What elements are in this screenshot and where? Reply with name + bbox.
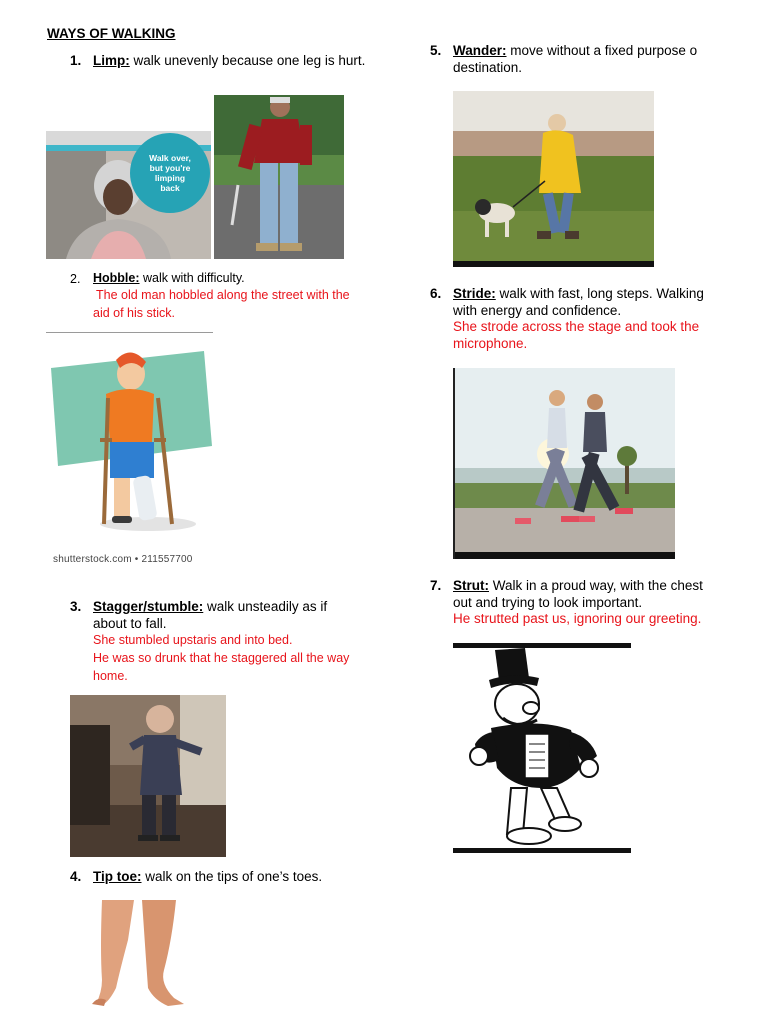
strut-illustration	[453, 648, 631, 848]
item-tiptoe	[93, 869, 363, 886]
bottom-border	[453, 848, 631, 853]
term-label: Stride:	[453, 286, 496, 301]
limp-photo-man	[214, 95, 344, 259]
example-sentence: She stumbled upstaris and into bed.	[93, 633, 293, 647]
stride-photo	[453, 368, 675, 559]
hobble-illustration	[46, 346, 216, 541]
item-strut	[453, 578, 725, 611]
image-text-line: Walk over,	[149, 153, 191, 163]
item-number: 7.	[430, 578, 442, 593]
item-stagger	[93, 599, 363, 632]
term-label: Wander:	[453, 43, 507, 58]
definition-text: walk on the tips of one’s toes.	[141, 869, 323, 884]
item-number: 2.	[70, 272, 81, 286]
item-number: 1.	[70, 53, 82, 68]
definition-text: move without a fixed purpose o destination.	[453, 43, 698, 75]
item-number: 5.	[430, 43, 442, 58]
example-sentence: He was so drunk that he staggered all the way home.	[93, 651, 350, 683]
page-title: WAYS OF WALKING	[47, 26, 176, 41]
item-wander	[453, 43, 721, 76]
wander-photo	[453, 91, 654, 267]
term-label: Limp:	[93, 53, 130, 68]
example-sentence: The old man hobbled along the street with the aid of his stick.	[93, 288, 350, 320]
definition-text: walk with fast, long steps. Walking with energy and confidence.	[453, 286, 704, 318]
item-limp	[93, 53, 368, 70]
definition-text: walk unevenly because one leg is hurt.	[129, 53, 366, 68]
term-label: Stagger/stumble:	[93, 599, 204, 614]
image-text-line: limping	[154, 173, 186, 183]
image-caption: shutterstock.com • 211557700	[53, 554, 193, 565]
term-label: Hobble:	[93, 271, 140, 285]
term-label: Tip toe:	[93, 869, 142, 884]
image-text-line: but you're	[149, 163, 191, 173]
example-sentence: She strode across the stage and took the microphone.	[453, 319, 700, 351]
limp-photo-woman	[46, 131, 211, 259]
item-stride	[453, 286, 725, 319]
divider	[46, 332, 213, 333]
tiptoe-photo-feet	[84, 900, 188, 1008]
definition-text: Walk in a proud way, with the chest out and trying to look important.	[453, 578, 703, 610]
term-label: Strut:	[453, 578, 489, 593]
image-text-line: back	[160, 183, 180, 193]
item-hobble	[93, 270, 373, 287]
example-sentence: He strutted past us, ignoring our greeting.	[453, 611, 702, 626]
stagger-photo-baby	[70, 695, 226, 857]
item-number: 6.	[430, 286, 442, 301]
definition-text: walk unsteadily as if about to fall.	[93, 599, 328, 631]
item-number: 3.	[70, 599, 82, 614]
item-number: 4.	[70, 869, 82, 884]
definition-text: walk with difficulty.	[139, 271, 245, 285]
